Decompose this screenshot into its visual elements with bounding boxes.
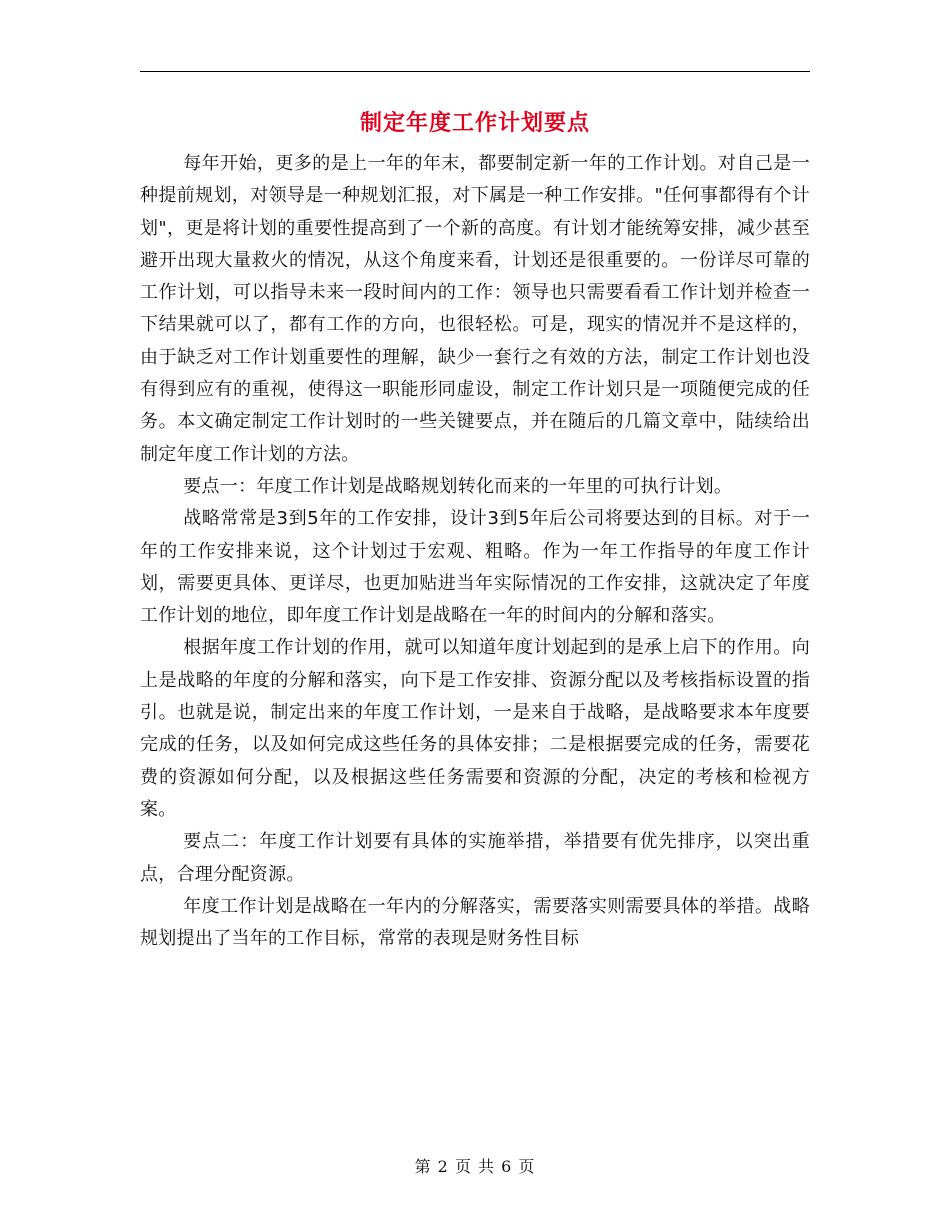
page-total: 6 xyxy=(501,1157,513,1176)
paragraph-measures: 年度工作计划是战略在一年内的分解落实，需要落实则需要具体的举措。战略规划提出了当年的工作目标，常常的表现是财务性目标 xyxy=(140,895,810,950)
page-label-suffix: 页 xyxy=(518,1157,536,1176)
paragraph-point-two: 要点二：年度工作计划要有具体的实施举措，举措要有优先排序，以突出重点，合理分配资源。 xyxy=(140,831,810,885)
page-number: 2 xyxy=(437,1157,449,1176)
paragraph-intro: 每年开始，更多的是上一年的年末，都要制定新一年的工作计划。对自己是一种提前规划，对领导是一种规划汇报，对下属是一种工作安排。"任何事都得有个计划"，更是将计划的重要性提高到了一个新的高度。有计划才能统筹安排，减少甚至避开出现大量救火的情况，从这个角度来看，计划还是很重要的。一份详尽可靠的工作计划，可以指导未来一段时间内的工作：领导也只需要看看工作计划并检查一下结果就可以了，都有工作的方向，也很轻松。可是，现实的情况并不是这样的，由于缺乏对工作计划重要性的理解，缺少一套行之有效的方法，制定工作计划也没有得到应有的重视，使得这一职能形同虚设，制定工作计划只是一项随便完成的任务。本文确定制定工作计划时的一些关键要点，并在随后的几篇文章中，陆续给出制定年度工作计划的方法。 xyxy=(140,153,810,465)
paragraph-strategy: 战略常常是3到5年的工作安排，设计3到5年后公司将要达到的目标。对于一年的工作安排来说，这个计划过于宏观、粗略。作为一年工作指导的年度工作计划，需要更具体、更详尽，也更加贴进当年实际情况的工作安排，这就决定了年度工作计划的地位，即年度工作计划是战略在一年的时间内的分解和落实。 xyxy=(140,508,810,627)
page-label-prefix: 第 xyxy=(414,1157,432,1176)
header-rule xyxy=(140,71,810,72)
paragraph-role: 根据年度工作计划的作用，就可以知道年度计划起到的是承上启下的作用。向上是战略的年度的分解和落实，向下是工作安排、资源分配以及考核指标设置的指引。也就是说，制定出来的年度工作计划，一是来自于战略，是战略要求本年度要完成的任务，以及如何完成这些任务的具体安排；二是根据要完成的任务，需要花费的资源如何分配，以及根据这些任务需要和资源的分配，决定的考核和检视方案。 xyxy=(140,637,810,820)
page-label-middle: 页 共 xyxy=(454,1157,496,1176)
paragraph-point-one: 要点一：年度工作计划是战略规划转化而来的一年里的可执行计划。 xyxy=(183,475,733,497)
document-body xyxy=(140,148,810,955)
document-title: 制定年度工作计划要点 xyxy=(359,110,590,136)
page-footer xyxy=(0,1154,950,1177)
